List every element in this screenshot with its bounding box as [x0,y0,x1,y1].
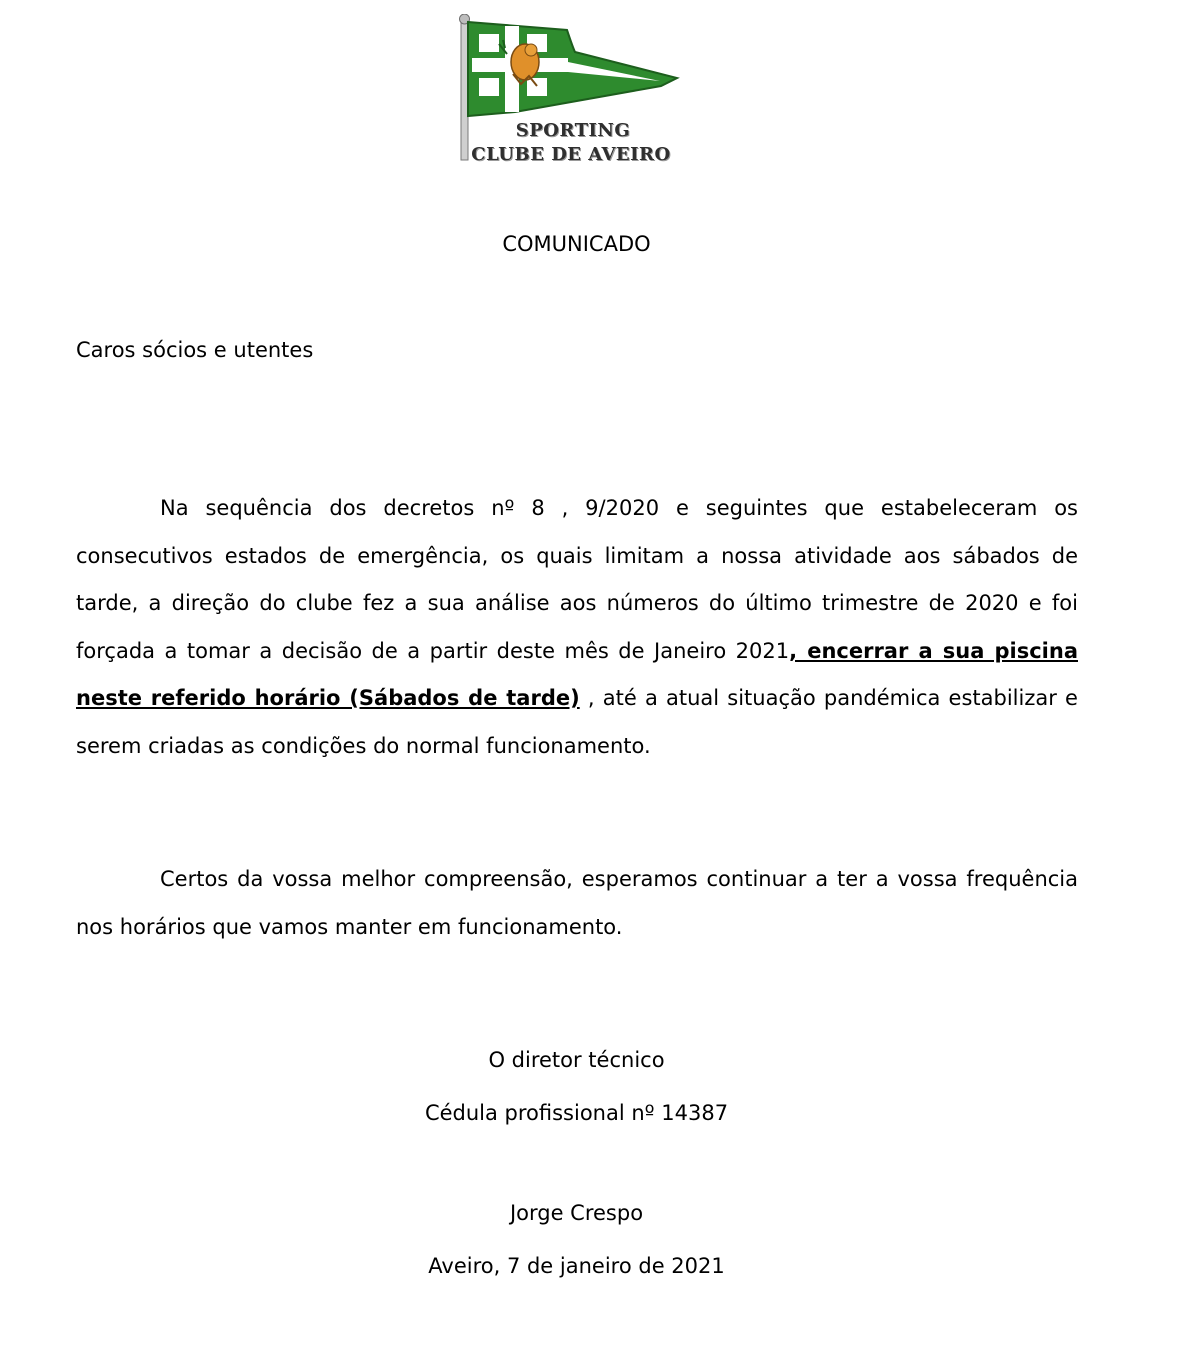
closure-emphasis: , encerrar a sua piscina neste referido horário (Sábados de tarde) [76,638,1078,710]
logo-line-sporting: SPORTING [515,120,631,141]
signature-role: O diretor técnico [488,1048,665,1072]
paragraph-announcement-tail: , até a atual situação pandémica estabilizar e serem criadas as condições do normal funcionamento. [76,686,1078,758]
paragraph-announcement-text: Na sequência dos decretos nº 8 , 9/2020 e seguintes que estabeleceram os consecutivos estados de emergência, os quais limitam a nossa atividade aos sábados de tarde, a direção do clube fez a sua análise aos números do último trimestre de 2020 e foi forçada a tomar a decisão de a partir deste mês de Janeiro 2021 [76,496,1078,663]
greeting: Caros sócios e utentes [76,338,314,362]
document-title: COMUNICADO [502,232,651,256]
paragraph-announcement [76,485,1078,770]
signature-license: Cédula profissional nº 14387 [424,1101,729,1125]
logo-line-club-name: CLUBE DE AVEIRO [471,144,671,165]
club-logo [455,14,695,166]
paragraph-closing: Certos da vossa melhor compreensão, esperamos continuar a ter a vossa frequência nos horários que vamos manter em funcionamento. [76,867,1078,939]
signature-name: Jorge Crespo [509,1201,644,1225]
signature-place-date: Aveiro, 7 de janeiro de 2021 [428,1254,725,1278]
